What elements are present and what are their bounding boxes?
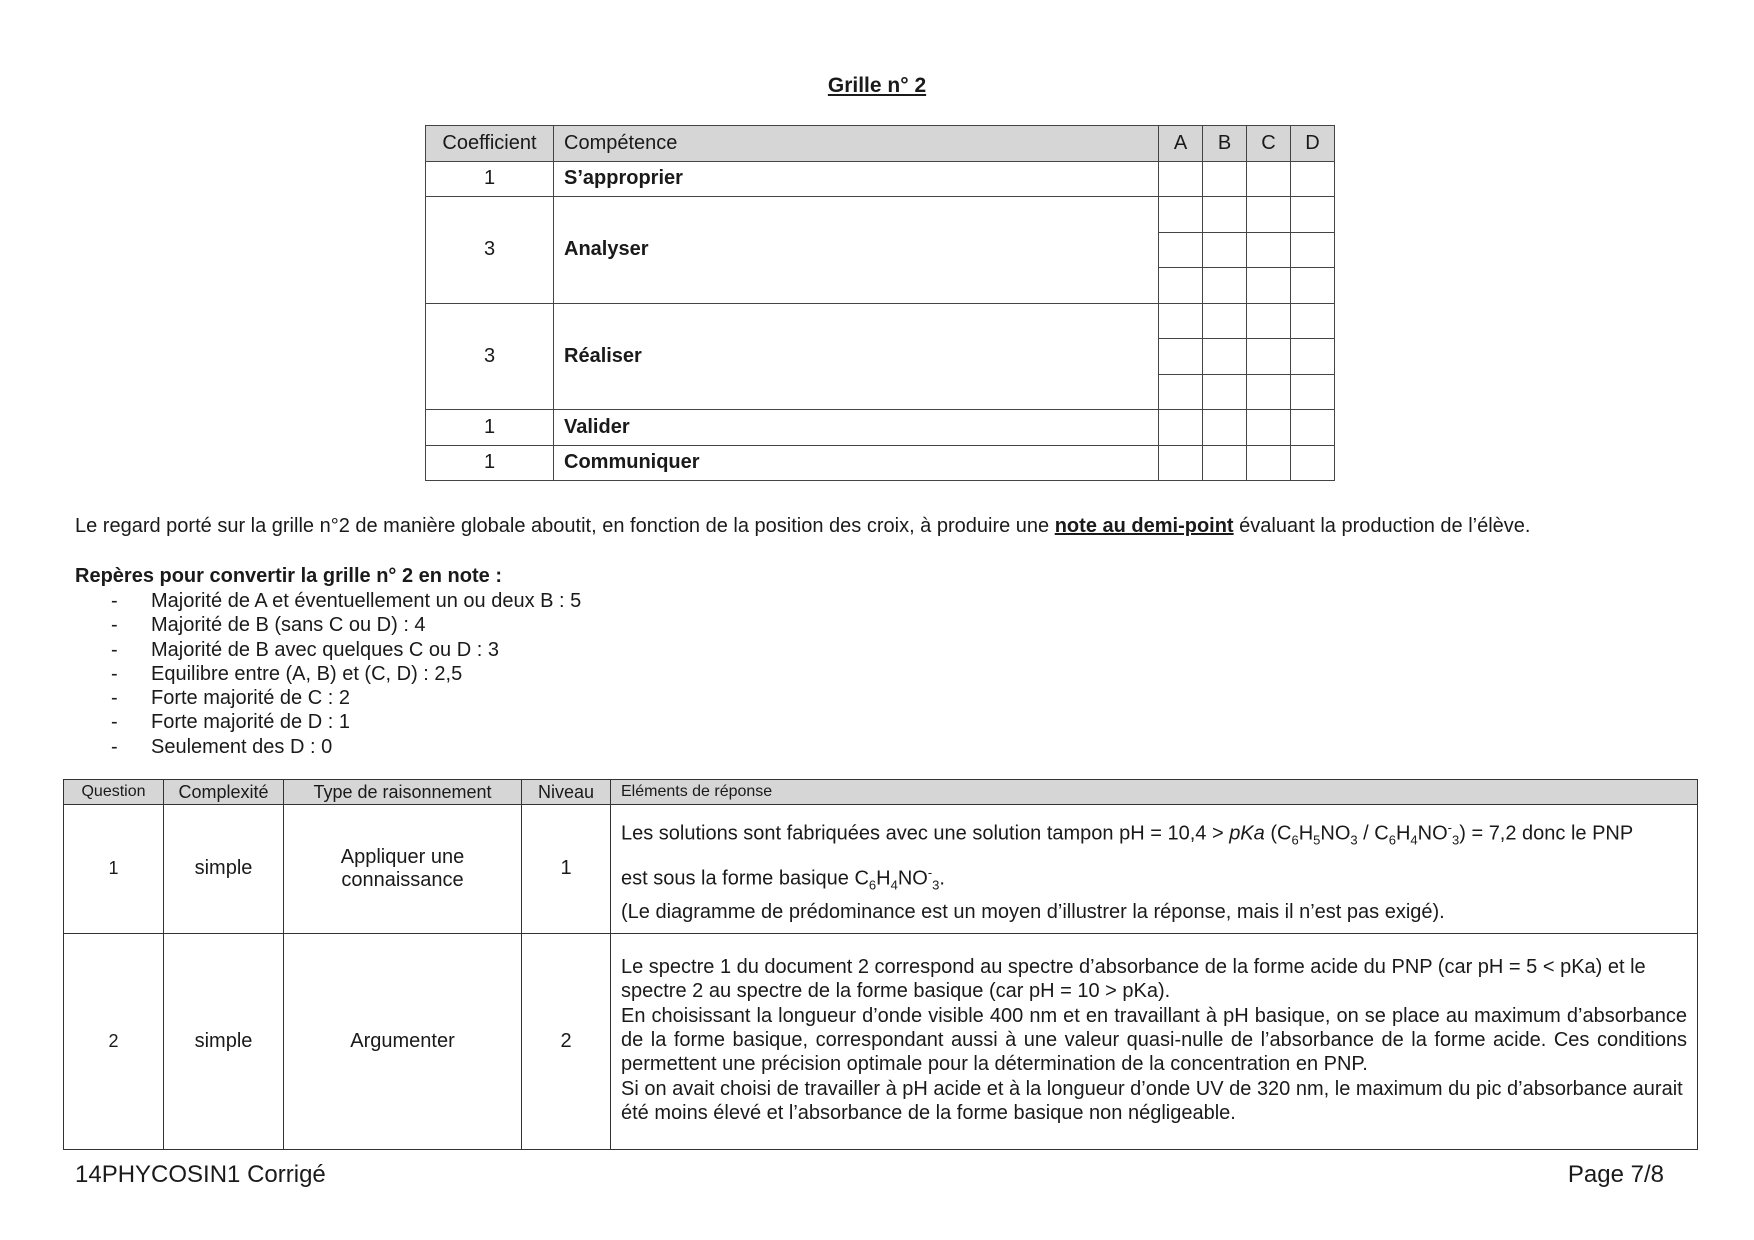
- grille-row: [426, 161, 1335, 197]
- grade-cell: [1203, 197, 1247, 233]
- reperes-list: [108, 589, 581, 759]
- list-item-text: Majorité de B (sans C ou D) : 4: [151, 614, 426, 637]
- answer-text: H: [1298, 822, 1314, 845]
- answer-text: (C: [1264, 822, 1292, 845]
- subscript: 3: [1452, 832, 1460, 848]
- footer-page-number: Page 7/8: [1567, 1161, 1664, 1188]
- dash-bullet: -: [111, 590, 118, 612]
- grade-cell: [1203, 303, 1247, 339]
- type-cell: Appliquer une connaissance: [284, 805, 522, 934]
- answer-cell: [611, 805, 1698, 934]
- dash-bullet: -: [111, 711, 118, 734]
- grade-cell: [1159, 161, 1203, 197]
- dash-bullet: -: [111, 687, 118, 710]
- grade-cell: [1203, 339, 1247, 375]
- grille-row: [426, 410, 1335, 446]
- table-row: [64, 933, 1698, 1149]
- subscript: 6: [868, 877, 877, 893]
- grade-cell: [1247, 303, 1291, 339]
- grille-row: [426, 445, 1335, 481]
- competence-cell: Valider: [554, 410, 1159, 446]
- header-question: Question: [64, 780, 164, 805]
- page-title: Grille n° 2: [827, 74, 927, 97]
- subscript: 6: [1291, 832, 1299, 848]
- superscript: -: [1447, 820, 1452, 835]
- grade-cell: [1159, 232, 1203, 268]
- grade-cell: [1291, 303, 1335, 339]
- table-row: [64, 805, 1698, 934]
- list-item: [108, 710, 581, 734]
- header-coefficient: Coefficient: [426, 126, 554, 162]
- answer-text: / C: [1357, 822, 1389, 845]
- niveau-cell: 1: [522, 805, 611, 934]
- list-item: [108, 589, 581, 613]
- grade-cell: [1247, 161, 1291, 197]
- competence-cell: S’approprier: [554, 161, 1159, 197]
- header-complexite: Complexité: [164, 780, 284, 805]
- coef-cell: 1: [426, 410, 554, 446]
- grade-cell: [1291, 197, 1335, 233]
- grade-cell: [1247, 197, 1291, 233]
- grade-cell: [1247, 268, 1291, 304]
- grille-row: [426, 303, 1335, 339]
- list-item: [108, 638, 581, 662]
- subscript: 5: [1313, 832, 1321, 848]
- subscript: 3: [932, 877, 940, 893]
- paragraph-highlight: note au demi-point: [1054, 515, 1234, 537]
- reperes-title: Repères pour convertir la grille n° 2 en note :: [75, 565, 502, 587]
- answer-paragraph: Le spectre 1 du document 2 correspond au spectre d’absorbance de la forme acide du PNP (car pH = 5 < pKa) et le spectre 2 au spectre de la forme basique (car pH = 10 > pKa).: [621, 956, 1646, 1003]
- header-elements: Eléments de réponse: [611, 780, 1698, 805]
- grade-cell: [1159, 410, 1203, 446]
- list-item-text: Equilibre entre (A, B) et (C, D) : 2,5: [151, 662, 463, 685]
- dash-bullet: -: [111, 638, 118, 661]
- answer-text: NO: [1320, 822, 1351, 845]
- grade-cell: [1291, 410, 1335, 446]
- answer-text: .: [939, 867, 945, 890]
- coef-cell: 1: [426, 161, 554, 197]
- grade-cell: [1203, 232, 1247, 268]
- reponses-header-row: [64, 780, 1698, 805]
- list-item-text: Majorité de A et éventuellement un ou deux B : 5: [151, 590, 582, 612]
- header-competence: Compétence: [554, 126, 1159, 162]
- competence-cell: Communiquer: [554, 445, 1159, 481]
- grade-cell: [1203, 445, 1247, 481]
- grade-cell: [1247, 445, 1291, 481]
- list-item: [108, 735, 581, 759]
- answer-line: [621, 811, 1687, 858]
- grade-cell: [1247, 374, 1291, 410]
- grade-cell: [1203, 268, 1247, 304]
- complexite-cell: simple: [164, 933, 284, 1149]
- answer-text: H: [1395, 822, 1411, 845]
- list-item-text: Forte majorité de C : 2: [151, 687, 350, 710]
- answer-line: (Le diagramme de prédominance est un moyen d’illustrer la réponse, mais il n’est pas exigé).: [621, 901, 1445, 924]
- answer-text: NO: [1417, 822, 1448, 845]
- grade-cell: [1291, 445, 1335, 481]
- header-c: C: [1247, 126, 1291, 162]
- list-item: [108, 662, 581, 686]
- grade-cell: [1159, 197, 1203, 233]
- grade-cell: [1159, 268, 1203, 304]
- answer-cell: [611, 933, 1698, 1149]
- answer-text: est sous la forme basique C: [621, 867, 869, 890]
- header-b: B: [1203, 126, 1247, 162]
- dash-bullet: -: [111, 735, 118, 758]
- footer-document-id: 14PHYCOSIN1 Corrigé: [75, 1161, 326, 1188]
- subscript: 6: [1388, 832, 1396, 848]
- list-item-text: Forte majorité de D : 1: [151, 711, 350, 734]
- grade-cell: [1291, 161, 1335, 197]
- coef-cell: 3: [426, 303, 554, 410]
- dash-bullet: -: [111, 662, 118, 685]
- dash-bullet: -: [111, 614, 118, 637]
- grade-cell: [1203, 161, 1247, 197]
- coef-cell: 3: [426, 197, 554, 304]
- grade-cell: [1247, 339, 1291, 375]
- grade-cell: [1159, 339, 1203, 375]
- answer-text: NO: [897, 867, 928, 890]
- list-item: [108, 613, 581, 637]
- grade-cell: [1291, 339, 1335, 375]
- list-item-text: Seulement des D : 0: [151, 735, 333, 758]
- competence-cell: Analyser: [554, 197, 1159, 304]
- grade-cell: [1203, 410, 1247, 446]
- grade-cell: [1247, 232, 1291, 268]
- grade-cell: [1159, 445, 1203, 481]
- coef-cell: 1: [426, 445, 554, 481]
- paragraph-text-before: Le regard porté sur la grille n°2 de manière globale aboutit, en fonction de la position des croix, à produire une: [75, 515, 1055, 537]
- complexite-cell: simple: [164, 805, 284, 934]
- header-type: Type de raisonnement: [284, 780, 522, 805]
- paragraph-text-after: évaluant la production de l’élève.: [1233, 515, 1531, 537]
- grille-row: [426, 197, 1335, 233]
- grade-cell: [1291, 374, 1335, 410]
- superscript: -: [927, 864, 933, 880]
- subscript: 4: [890, 877, 898, 893]
- grade-cell: [1159, 374, 1203, 410]
- type-cell: Argumenter: [284, 933, 522, 1149]
- answer-text: pKa: [1229, 822, 1265, 845]
- list-item: [108, 686, 581, 710]
- question-cell: 1: [64, 805, 164, 934]
- grade-cell: [1247, 410, 1291, 446]
- answer-text: Les solutions sont fabriquées avec une solution tampon pH = 10,4 >: [621, 822, 1230, 845]
- niveau-cell: 2: [522, 933, 611, 1149]
- answer-line: [621, 858, 1687, 901]
- grade-cell: [1291, 232, 1335, 268]
- grille-table: [425, 125, 1335, 481]
- competence-cell: Réaliser: [554, 303, 1159, 410]
- reponses-table: [63, 779, 1698, 1150]
- header-niveau: Niveau: [522, 780, 611, 805]
- list-item-text: Majorité de B avec quelques C ou D : 3: [151, 638, 499, 661]
- grille-header-row: [426, 126, 1335, 162]
- grade-cell: [1159, 303, 1203, 339]
- grade-cell: [1291, 268, 1335, 304]
- subscript: 3: [1350, 832, 1358, 848]
- answer-text: ) = 7,2 donc le PNP: [1459, 822, 1634, 845]
- grade-cell: [1203, 374, 1247, 410]
- header-a: A: [1159, 126, 1203, 162]
- answer-paragraph: En choisissant la longueur d’onde visible 400 nm et en travaillant à pH basique, on se place au maximum d’absorbance de la forme basique, correspondant aussi à une valeur quasi-nulle de l’absorbance de la forme acide. Ces conditions permettent une précision optimale pour la détermination de la concentration en PNP.: [621, 1004, 1687, 1076]
- grading-paragraph: [75, 515, 1530, 538]
- answer-paragraph: Si on avait choisi de travailler à pH acide et à la longueur d’onde UV de 320 nm, le maximum du pic d’absorbance aurait été moins élevé et l’absorbance de la forme basique non négligeable.: [621, 1077, 1683, 1124]
- answer-text: H: [876, 867, 891, 890]
- subscript: 4: [1410, 832, 1418, 848]
- header-d: D: [1291, 126, 1335, 162]
- question-cell: 2: [64, 933, 164, 1149]
